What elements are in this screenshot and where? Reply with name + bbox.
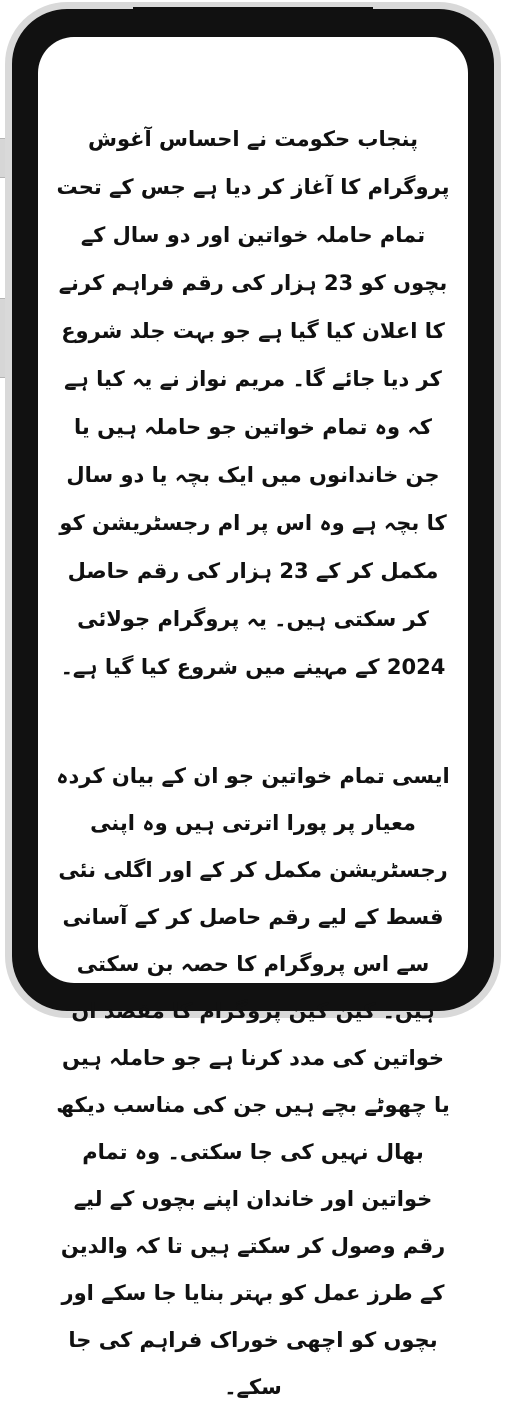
phone-frame <box>5 2 501 1399</box>
phone-screen[interactable] <box>38 37 468 1399</box>
article-paragraph-1: پنجاب حکومت نے احساس آغوش پروگرام کا آغاز کر دیا ہے جس کے تحت تمام حاملہ خواتین اور دو سال کے بچوں کو 23 ہزار کی رقم فراہم کرنے کا اعلان کیا گیا ہے جو بہت جلد شروع کر دیا جائے گا۔ مریم نواز نے یہ کیا ہے کہ وہ تمام خواتین جو حاملہ ہیں یا جن خاندانوں میں ایک بچہ یا دو سال کا بچہ ہے وہ اس پر ام رجسٹریشن کو مکمل کر کے 23 ہزار کی رقم حاصل کر سکتی ہیں۔ یہ پروگرام جولائی 2024 کے مہینے میں شروع کیا گیا ہے۔ <box>56 127 450 679</box>
article-paragraph-2: ایسی تمام خواتین جو ان کے بیان کردہ معیار پر پورا اترتی ہیں وہ اپنی رجسٹریشن مکمل کر کے اور اگلی نئی قسط کے لیے رقم حاصل کر کے آسانی سے اس پروگرام کا حصہ بن سکتی ہیں۔ کین کین پروگرام کا مقصد ان خواتین کی مدد کرنا ہے جو حاملہ ہیں یا چھوٹے بچے ہیں جن کی مناسب دیکھ بھال نہیں کی جا سکتی۔ وہ تمام خواتین اور خاندان اپنے بچوں کے لیے رقم وصول کر سکتے ہیں تا کہ والدین کے طرز عمل کو بہتر بنایا جا سکے اور بچوں کو اچھی خوراک فراہم کی جا سکے۔ <box>56 764 450 1399</box>
